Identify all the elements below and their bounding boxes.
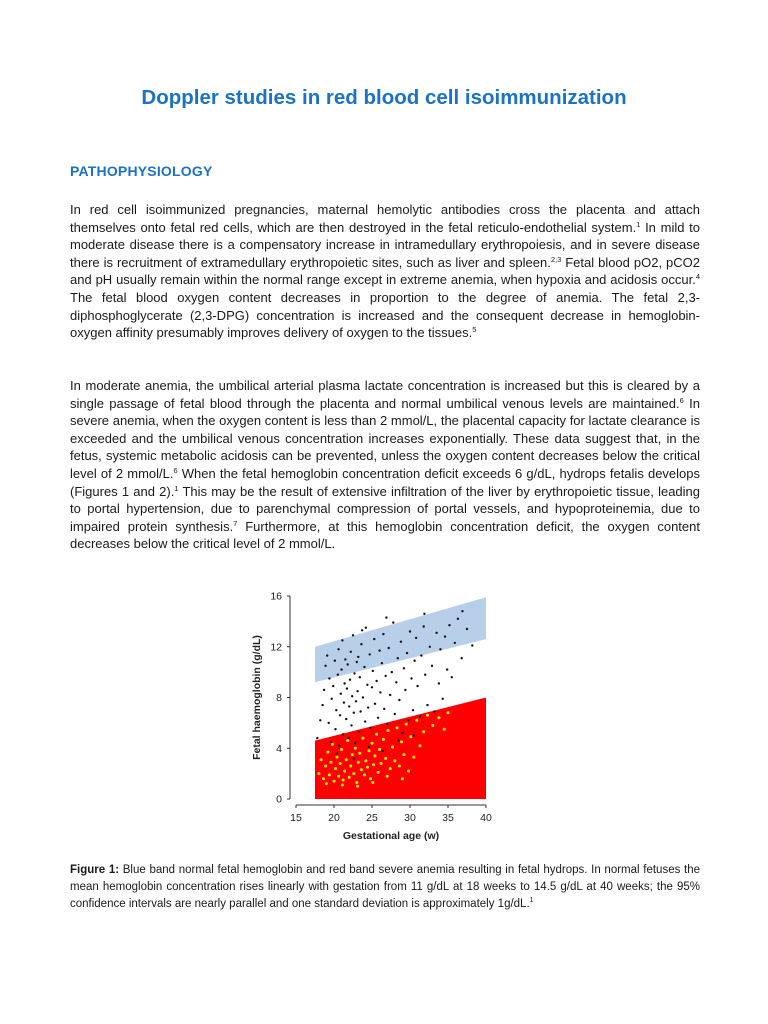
data-point-black [345, 718, 347, 720]
data-point-black [413, 660, 415, 662]
data-point-black [392, 621, 394, 623]
data-point-yellow [402, 753, 405, 756]
data-point-black [419, 715, 421, 717]
citation-ref: 7 [233, 518, 238, 528]
data-point-black [381, 750, 383, 752]
data-point-black [343, 682, 345, 684]
data-point-yellow [366, 766, 369, 769]
data-point-yellow [361, 737, 364, 740]
x-tick-label: 20 [328, 812, 340, 824]
data-point-yellow [326, 751, 329, 754]
data-point-black [461, 657, 463, 659]
page-title: Doppler studies in red blood cell isoimmunization [141, 86, 627, 109]
data-point-yellow [341, 784, 344, 787]
data-point-black [316, 737, 318, 739]
x-tick-label: 25 [366, 812, 378, 824]
data-point-black [350, 724, 352, 726]
data-point-yellow [443, 728, 446, 731]
data-point-black [358, 731, 360, 733]
data-point-yellow [320, 758, 323, 761]
paragraph-text: This may be the result of extensive infiltration of the liver by erythropoietic tissue, leading to portal hypertension, due to parenchymal compression of portal vessels, and hypoproteinemia, due to impaired protein synthesis. [70, 483, 700, 534]
data-point-black [330, 741, 332, 743]
data-point-yellow [386, 775, 389, 778]
x-tick-label: 30 [404, 812, 416, 824]
data-point-black [397, 739, 399, 741]
data-point-yellow [371, 781, 374, 784]
data-point-yellow [389, 767, 392, 770]
data-point-black [355, 700, 357, 702]
figure-caption [70, 862, 700, 913]
data-point-black [377, 717, 379, 719]
data-point-yellow [371, 742, 374, 745]
data-point-yellow [412, 756, 415, 759]
data-point-black [323, 689, 325, 691]
paragraph-text: Furthermore, at this hemoglobin concentration deficit, the oxygen content decreases below the critical level of 2 mmol/L. [70, 518, 700, 552]
data-point-black [439, 648, 441, 650]
citation-ref: 6 [173, 465, 178, 475]
data-point-yellow [398, 765, 401, 768]
data-point-black [382, 633, 384, 635]
data-point-black [337, 674, 339, 676]
data-point-yellow [372, 763, 375, 766]
hemoglobin-chart [240, 582, 500, 854]
data-point-black [454, 642, 456, 644]
data-point-black [444, 635, 446, 637]
data-point-black [409, 630, 411, 632]
data-point-yellow [325, 782, 328, 785]
data-point-yellow [377, 771, 380, 774]
data-point-black [446, 668, 448, 670]
data-point-yellow [352, 772, 355, 775]
data-point-yellow [317, 772, 320, 775]
data-point-yellow [374, 754, 377, 757]
data-point-black [367, 706, 369, 708]
data-point-black [360, 643, 362, 645]
data-point-black [335, 709, 337, 711]
caption-text: Blue band normal fetal hemoglobin and red band severe anemia resulting in fetal hydrops. In normal fetuses the mean hemoglobin concentration rises linearly with gestation from 11 g/dL at 18 weeks to 14.5 g/dL at 40 weeks; the 95% confidence intervals are nearly parallel and one standard deviation is approximately 1g/dL. [70, 864, 701, 910]
data-point-black [386, 723, 388, 725]
data-point-yellow [342, 779, 345, 782]
data-point-yellow [330, 761, 333, 764]
data-point-yellow [437, 716, 440, 719]
data-point-black [356, 690, 358, 692]
data-point-yellow [368, 749, 371, 752]
data-point-black [365, 627, 367, 629]
data-point-black [424, 674, 426, 676]
data-point-black [448, 624, 450, 626]
data-point-yellow [343, 770, 346, 773]
data-point-black [401, 732, 403, 734]
data-point-black [356, 661, 358, 663]
data-point-yellow [324, 765, 327, 768]
data-point-black [410, 677, 412, 679]
data-point-black [403, 667, 405, 669]
data-point-black [351, 695, 353, 697]
data-point-yellow [340, 748, 343, 751]
data-point-black [321, 704, 323, 706]
data-point-yellow [387, 729, 390, 732]
data-point-black [438, 682, 440, 684]
data-point-black [457, 618, 459, 620]
data-point-yellow [331, 743, 334, 746]
severe-anemia-band [315, 698, 486, 800]
data-point-black [404, 689, 406, 691]
data-point-black [416, 685, 418, 687]
data-point-yellow [336, 756, 339, 759]
data-point-black [394, 713, 396, 715]
data-point-yellow [391, 746, 394, 749]
data-point-yellow [357, 761, 360, 764]
data-point-black [334, 728, 336, 730]
data-point-black [407, 719, 409, 721]
data-point-yellow [418, 744, 421, 747]
data-point-black [368, 746, 370, 748]
data-point-black [339, 714, 341, 716]
data-point-black [328, 722, 330, 724]
data-point-black [364, 720, 366, 722]
data-point-yellow [447, 711, 450, 714]
data-point-black [413, 734, 415, 736]
data-point-yellow [348, 776, 351, 779]
data-point-black [347, 663, 349, 665]
data-point-black [359, 676, 361, 678]
x-axis-title: Gestational age (w) [342, 830, 440, 842]
data-point-black [332, 685, 334, 687]
data-point-yellow [349, 765, 352, 768]
data-point-yellow [351, 753, 354, 756]
paragraph [70, 377, 700, 553]
data-point-black [340, 693, 342, 695]
data-point-black [385, 675, 387, 677]
data-point-yellow [407, 770, 410, 773]
data-point-black [341, 639, 343, 641]
data-point-black [319, 719, 321, 721]
data-point-black [366, 684, 368, 686]
data-point-black [371, 686, 373, 688]
data-point-black [357, 656, 359, 658]
data-point-black [346, 687, 348, 689]
citation-ref: 5 [472, 325, 477, 335]
data-point-black [373, 638, 375, 640]
data-point-yellow [363, 773, 366, 776]
data-point-black [381, 662, 383, 664]
data-point-black [349, 679, 351, 681]
citation-ref: 2,3 [550, 254, 562, 264]
data-point-black [363, 666, 365, 668]
data-point-black [397, 657, 399, 659]
data-point-black [429, 646, 431, 648]
citation-ref: 4 [695, 272, 700, 282]
data-point-black [395, 681, 397, 683]
data-point-yellow [356, 785, 359, 788]
data-point-yellow [346, 739, 349, 742]
data-point-yellow [369, 777, 372, 780]
data-point-yellow [422, 730, 425, 733]
data-point-yellow [380, 762, 383, 765]
data-point-black [362, 696, 364, 698]
caption-label: Figure 1: [70, 864, 120, 876]
data-point-yellow [375, 733, 378, 736]
data-point-black [426, 704, 428, 706]
data-point-yellow [393, 759, 396, 762]
data-point-black [400, 641, 402, 643]
x-tick-label: 40 [480, 812, 492, 824]
data-point-black [359, 710, 361, 712]
y-tick-label: 12 [270, 641, 282, 654]
data-point-black [374, 703, 376, 705]
data-point-black [383, 708, 385, 710]
paragraph-text: In moderate anemia, the umbilical arterial plasma lactate concentration is increased but this is cleared by a single passage of fetal blood through the placenta and normal umbilical venous levels are maintained. [70, 378, 700, 411]
section-heading: PATHOPHYSIOLOGY [70, 163, 213, 179]
data-point-yellow [431, 724, 434, 727]
data-point-yellow [337, 775, 340, 778]
data-point-black [340, 668, 342, 670]
data-point-black [336, 752, 338, 754]
data-point-yellow [322, 777, 325, 780]
data-point-black [353, 712, 355, 714]
data-point-yellow [426, 714, 429, 717]
data-point-black [326, 654, 328, 656]
data-point-yellow [334, 767, 337, 770]
paragraph-text: Fetal blood pO2, pCO2 and pH usually remain within the normal range except in extreme anemia, when hypoxia and acidosis occur. [70, 254, 700, 288]
data-point-black [369, 653, 371, 655]
paragraph-text: In severe anemia, when the oxygen content is less than 2 mmol/L, the placental capacity for lactate clearance is exceeded and the umbilical venous concentration increases exponentially. These data suggest that, in the fetus, systemic metabolic acidosis can be prevented, unless the oxygen content decreases below the critical level of 2 mmol/L. [70, 395, 700, 481]
data-point-black [423, 625, 425, 627]
data-point-yellow [358, 752, 361, 755]
data-point-yellow [384, 757, 387, 760]
paragraph [70, 201, 700, 342]
paragraph-text: In red cell isoimmunized pregnancies, maternal hemolytic antibodies cross the placenta and attach themselves onto fetal red cells, which are then destroyed in the fetal reticulo-endothelial system. [70, 202, 700, 235]
data-point-black [353, 757, 355, 759]
data-point-yellow [333, 780, 336, 783]
data-point-black [347, 737, 349, 739]
data-point-yellow [328, 773, 331, 776]
data-point-yellow [409, 735, 412, 738]
data-point-black [388, 647, 390, 649]
data-point-black [324, 665, 326, 667]
x-tick-label: 15 [290, 812, 302, 824]
data-point-yellow [339, 762, 342, 765]
data-point-black [344, 658, 346, 660]
data-point-yellow [364, 759, 367, 762]
y-tick-label: 0 [276, 793, 282, 806]
data-point-yellow [355, 781, 358, 784]
paragraph-text: The fetal blood oxygen content decreases in proportion to the degree of anemia. The fetal 2,3-diphosphoglycerate (2,3-DPG) concentration is increased and the consequent decrease in hemoglobin-oxygen affinity presumably improves delivery of oxygen to the tissues. [70, 289, 700, 341]
data-point-black [350, 651, 352, 653]
data-point-black [471, 644, 473, 646]
data-point-yellow [415, 719, 418, 722]
data-point-black [379, 691, 381, 693]
data-point-black [442, 698, 444, 700]
data-point-black [328, 677, 330, 679]
data-point-black [343, 701, 345, 703]
data-point-yellow [405, 723, 408, 726]
data-point-black [433, 710, 435, 712]
data-point-black [342, 733, 344, 735]
y-axis-title: Fetal haemoglobin (g/dL) [251, 635, 263, 760]
citation-ref: 6 [679, 395, 684, 405]
data-point-black [385, 616, 387, 618]
data-point-black [348, 705, 350, 707]
data-point-black [435, 632, 437, 634]
data-point-black [389, 694, 391, 696]
x-tick-label: 35 [442, 812, 454, 824]
data-point-yellow [401, 777, 404, 780]
data-point-black [415, 637, 417, 639]
data-point-black [378, 649, 380, 651]
paragraph-text: In mild to moderate disease there is a compensatory increase in intramedullary erythropoiesis, and in severe disease there is recruitment of extramedullary erythropoietic sites, such as liver and spleen. [70, 219, 700, 270]
citation-ref: 1 [174, 483, 179, 493]
data-point-black [361, 629, 363, 631]
data-point-black [337, 648, 339, 650]
data-point-black [391, 671, 393, 673]
data-point-black [431, 665, 433, 667]
data-point-black [372, 670, 374, 672]
data-point-black [451, 676, 453, 678]
data-point-black [375, 680, 377, 682]
data-point-yellow [354, 747, 357, 750]
data-point-black [352, 634, 354, 636]
data-point-yellow [360, 768, 363, 771]
data-point-yellow [345, 758, 348, 761]
data-point-black [461, 610, 463, 612]
data-point-black [412, 709, 414, 711]
data-point-black [354, 742, 356, 744]
data-point-black [406, 652, 408, 654]
citation-ref: 1 [636, 219, 641, 229]
data-point-black [334, 660, 336, 662]
data-point-black [338, 745, 340, 747]
data-point-yellow [382, 738, 385, 741]
y-tick-label: 4 [276, 742, 282, 755]
y-tick-label: 16 [270, 590, 282, 603]
data-point-yellow [378, 748, 381, 751]
y-tick-label: 8 [276, 692, 282, 704]
data-point-black [398, 699, 400, 701]
data-point-yellow [400, 740, 403, 743]
data-point-black [420, 654, 422, 656]
data-point-black [369, 727, 371, 729]
data-point-black [423, 613, 425, 615]
data-point-black [331, 698, 333, 700]
data-point-black [353, 672, 355, 674]
data-point-black [466, 628, 468, 630]
paragraph-text: When the fetal hemoglobin concentration deficit exceeds 6 g/dL, hydrops fetalis develops (Figures 1 and 2). [70, 465, 700, 499]
data-point-yellow [396, 726, 399, 729]
caption-ref: 1 [529, 897, 534, 904]
